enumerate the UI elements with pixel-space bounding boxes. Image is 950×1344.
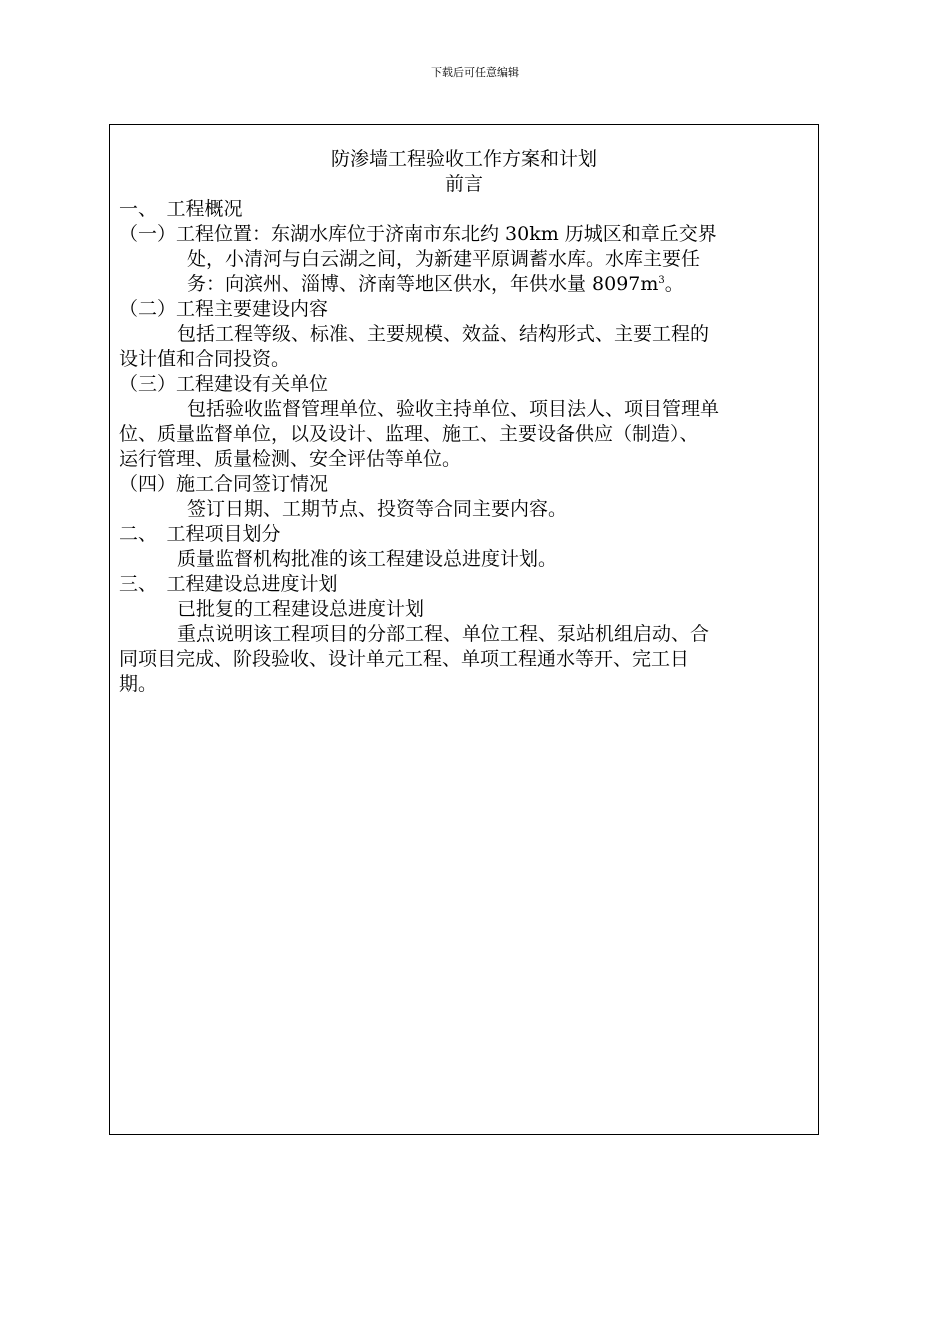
document-title: 防渗墙工程验收工作方案和计划 (330, 148, 597, 170)
section-heading-1: 一、 工程概况 (119, 198, 243, 220)
paragraph-line: 包括工程等级、标准、主要规模、效益、结构形式、主要工程的 (177, 323, 710, 345)
paragraph-line: 重点说明该工程项目的分部工程、单位工程、泵站机组启动、合 (177, 623, 710, 645)
paragraph-line: 位、质量监督单位，以及设计、监理、施工、主要设备供应（制造）、 (119, 423, 699, 445)
paragraph-line: 同项目完成、阶段验收、设计单元工程、单项工程通水等开、完工日 (119, 648, 690, 670)
document-subtitle: 前言 (444, 173, 483, 195)
volume-superscript: 3 (658, 275, 665, 286)
paragraph-line: 已批复的工程建设总进度计划 (177, 598, 425, 620)
subsection-1-4: （四）施工合同签订情况 (119, 473, 329, 495)
paragraph-line: 签订日期、工期节点、投资等合同主要内容。 (187, 498, 568, 520)
subsection-1-2: （二）工程主要建设内容 (119, 298, 329, 320)
section-heading-2: 二、 工程项目划分 (119, 523, 281, 545)
volume-text: 务：向滨州、淄博、济南等地区供水，年供水量 8097m (187, 273, 659, 295)
subsection-1-1: （一）工程位置：东湖水库位于济南市东北约 30km 历城区和章丘交界 (119, 223, 717, 245)
paragraph-line: 处，小清河与白云湖之间，为新建平原调蓄水库。水库主要任 (187, 248, 701, 270)
section-heading-3: 三、 工程建设总进度计划 (119, 573, 338, 595)
paragraph-line: 期。 (119, 673, 158, 695)
paragraph-line: 包括验收监督管理单位、验收主持单位、项目法人、项目管理单 (187, 398, 720, 420)
page-header-note: 下载后可任意编辑 (431, 66, 519, 79)
subsection-1-3: （三）工程建设有关单位 (119, 373, 329, 395)
paragraph-line-volume (119, 272, 809, 297)
volume-suffix: 。 (664, 273, 684, 295)
document-body (119, 147, 809, 697)
paragraph-line: 质量监督机构批准的该工程建设总进度计划。 (177, 548, 558, 570)
paragraph-line: 设计值和合同投资。 (119, 348, 291, 370)
paragraph-line: 运行管理、质量检测、安全评估等单位。 (119, 448, 462, 470)
